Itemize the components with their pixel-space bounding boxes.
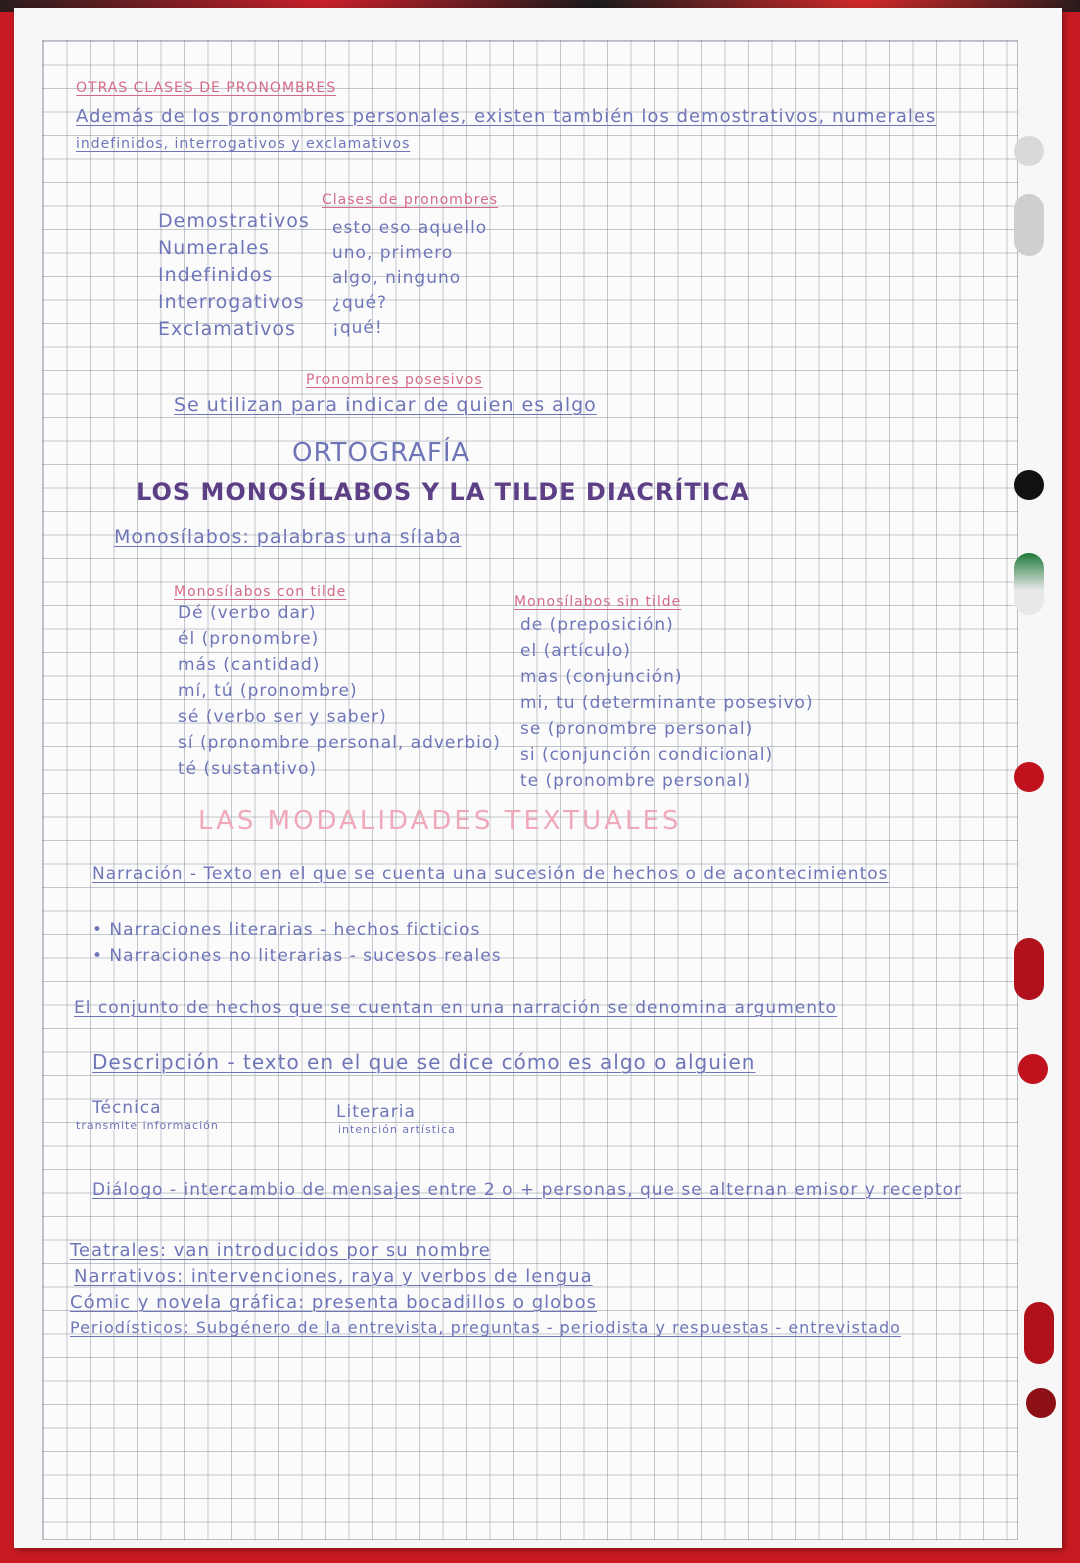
pronoun-example: esto eso aquello [332, 218, 488, 238]
tecnica-title: Técnica [92, 1098, 162, 1118]
sin-tilde-item: se (pronombre personal) [520, 719, 754, 739]
con-tilde-item: sé (verbo ser y saber) [178, 707, 387, 727]
tecnica-text: transmite información [76, 1119, 219, 1132]
modalidades-title: LAS MODALIDADES TEXTUALES [198, 806, 682, 836]
binder-hole-8 [1024, 1302, 1054, 1364]
narracion-no-literarias: • Narraciones no literarias - sucesos reales [92, 946, 502, 966]
con-tilde-item: más (cantidad) [178, 655, 321, 675]
pronoun-class-name: Numerales [158, 237, 270, 259]
sin-tilde-item: si (conjunción condicional) [520, 745, 774, 765]
posesivos-text: Se utilizan para indicar de quien es algo [174, 394, 597, 416]
con-tilde-item: Dé (verbo dar) [178, 603, 317, 623]
ortografia-heading: ORTOGRAFÍA [292, 438, 471, 468]
binder-hole-6 [1014, 938, 1044, 1000]
narracion-literarias: • Narraciones literarias - hechos ficticios [92, 920, 481, 940]
con-tilde-item: té (sustantivo) [178, 759, 317, 779]
dialogo-comic: Cómic y novela gráfica: presenta bocadillos o globos [70, 1292, 597, 1313]
con-tilde-item: sí (pronombre personal, adverbio) [178, 733, 501, 753]
posesivos-title: Pronombres posesivos [306, 372, 483, 388]
monosilabos-title: LOS MONOSÍLABOS Y LA TILDE DIACRÍTICA [136, 478, 750, 506]
con-tilde-item: él (pronombre) [178, 629, 320, 649]
dialogo-narrativos: Narrativos: intervenciones, raya y verbos de lengua [74, 1266, 593, 1287]
binder-hole-5 [1014, 762, 1044, 792]
pronoun-class-name: Exclamativos [158, 318, 296, 340]
pronoun-class-name: Demostrativos [158, 210, 310, 232]
dialogo-definition: Diálogo - intercambio de mensajes entre 2 o + personas, que se alternan emisor y receptor [92, 1180, 962, 1200]
pronoun-example: ¿qué? [332, 293, 388, 313]
sin-tilde-list [520, 612, 814, 794]
con-tilde-list [178, 600, 501, 782]
pronoun-class-list [158, 208, 310, 343]
sin-tilde-item: mas (conjunción) [520, 667, 683, 687]
sin-tilde-title: Monosílabos sin tilde [514, 594, 682, 610]
notebook-page [14, 8, 1062, 1548]
pronoun-class-name: Indefinidos [158, 264, 274, 286]
pronoun-example: ¡qué! [332, 318, 383, 338]
binder-hole-1 [1014, 136, 1044, 166]
binder-hole-4 [1014, 553, 1044, 615]
intro-line-1: Además de los pronombres personales, existen también los demostrativos, numerales [76, 106, 937, 127]
dialogo-periodisticos: Periodísticos: Subgénero de la entrevista, preguntas - periodista y respuestas - entrevistado [70, 1318, 901, 1337]
dialogo-teatrales: Teatrales: van introducidos por su nombre [70, 1240, 491, 1261]
intro-line-2: indefinidos, interrogativos y exclamativos [76, 136, 411, 152]
section-title-otras-clases: OTRAS CLASES DE PRONOMBRES [76, 80, 337, 96]
sin-tilde-item: te (pronombre personal) [520, 771, 752, 791]
sin-tilde-item: de (preposición) [520, 615, 674, 635]
pronoun-example-list [332, 216, 487, 341]
sin-tilde-item: el (artículo) [520, 641, 631, 661]
binder-hole-3 [1014, 470, 1044, 500]
pronoun-example: algo, ninguno [332, 268, 462, 288]
descripcion-definition: Descripción - texto en el que se dice cómo es algo o alguien [92, 1050, 756, 1074]
con-tilde-item: mí, tú (pronombre) [178, 681, 358, 701]
binder-hole-9 [1026, 1388, 1056, 1418]
sin-tilde-item: mi, tu (determinante posesivo) [520, 693, 814, 713]
binder-hole-2 [1014, 194, 1044, 256]
table-title: Clases de pronombres [322, 192, 499, 208]
narracion-definition: Narración - Texto en el que se cuenta una sucesión de hechos o de acontecimientos [92, 864, 889, 884]
literaria-title: Literaria [336, 1102, 416, 1122]
pronoun-example: uno, primero [332, 243, 454, 263]
binder-hole-7 [1018, 1054, 1048, 1084]
con-tilde-title: Monosílabos con tilde [174, 584, 347, 600]
literaria-text: intención artística [338, 1123, 456, 1136]
argumento-text: El conjunto de hechos que se cuentan en una narración se denomina argumento [74, 998, 838, 1018]
monosilabos-definition: Monosílabos: palabras una sílaba [114, 526, 462, 548]
pronoun-class-name: Interrogativos [158, 291, 305, 313]
